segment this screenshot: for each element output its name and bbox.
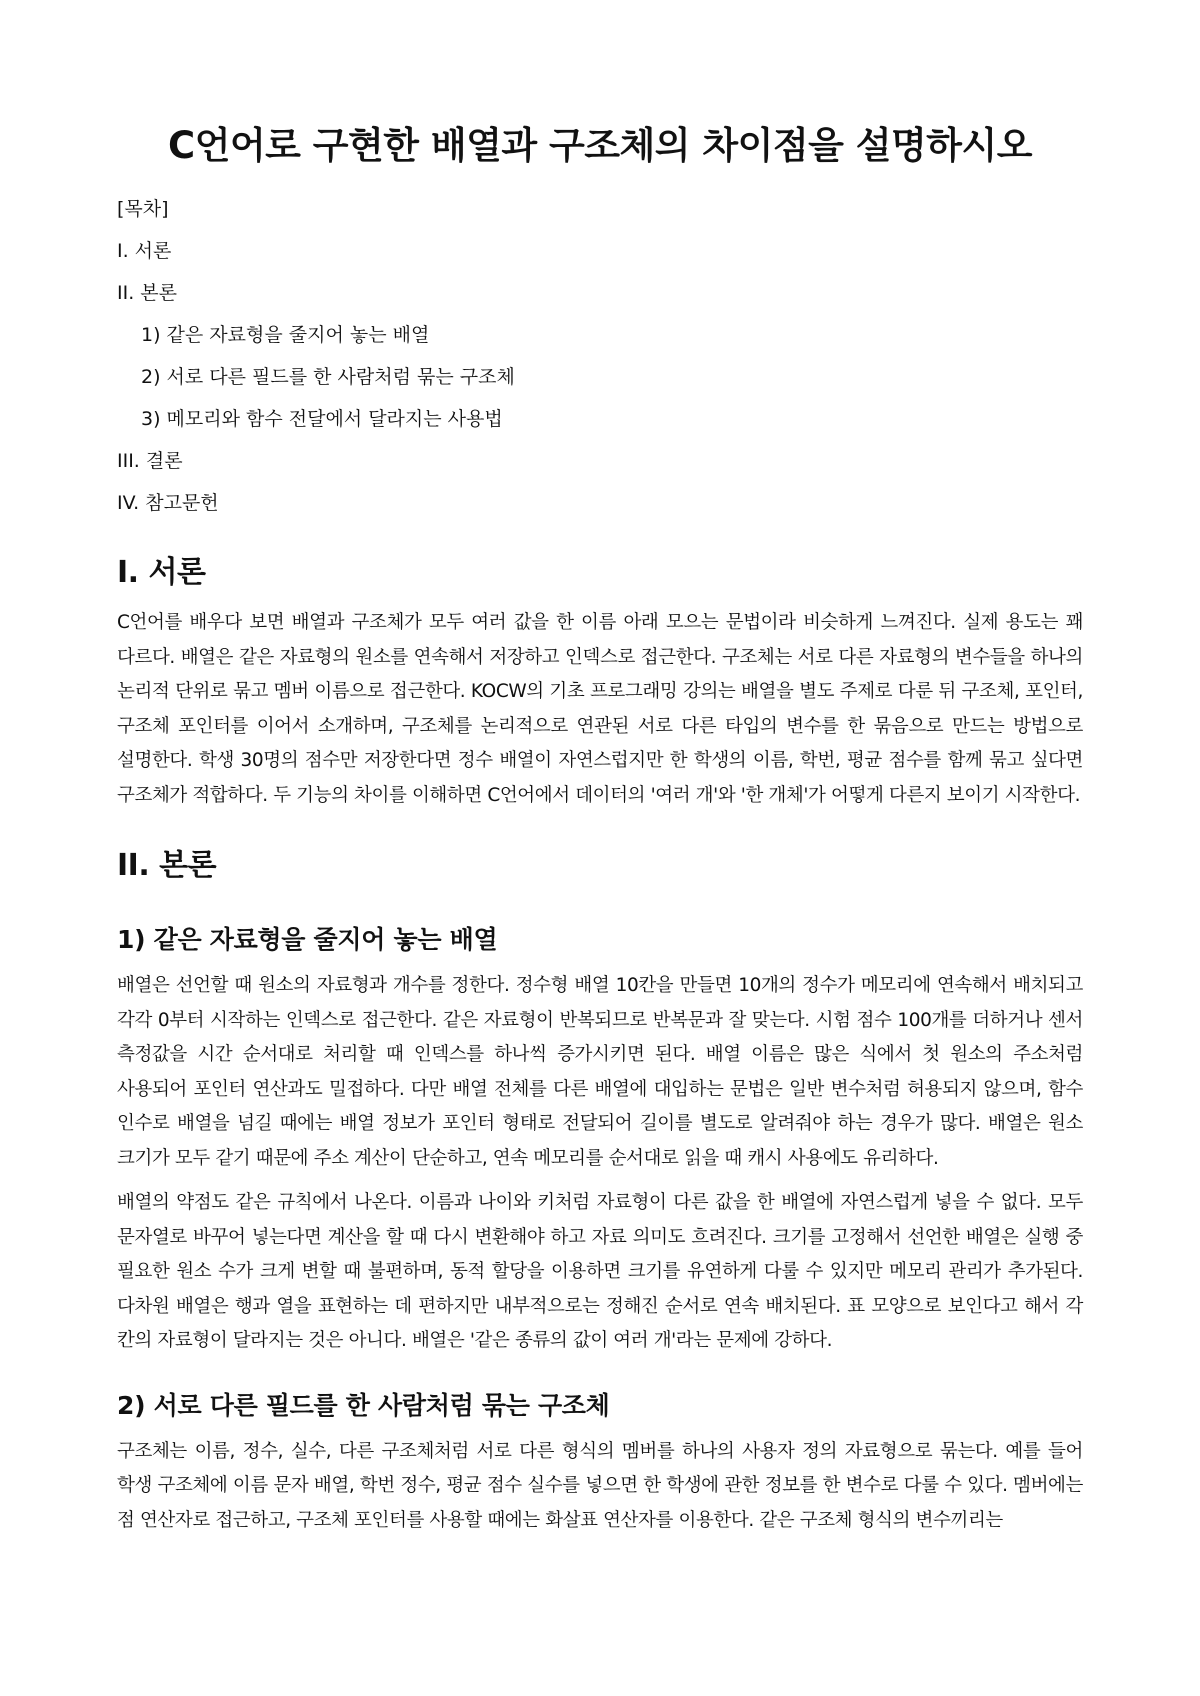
- toc-item-references: IV. 참고문헌: [117, 492, 219, 514]
- subsection-heading-array: 1) 같은 자료형을 줄지어 놓는 배열: [117, 925, 498, 954]
- section-heading-body: II. 본론: [117, 848, 217, 883]
- document-title: C언어로 구현한 배열과 구조체의 차이점을 설명하시오: [168, 124, 1032, 167]
- intro-paragraph: C언어를 배우다 보면 배열과 구조체가 모두 여러 값을 한 이름 아래 모으는 문법이라 비슷하게 느껴진다. 실제 용도는 꽤 다르다. 배열은 같은 자료형의 원소를 연속해서 저장하고 인덱스로 접근한다. 구조체는 서로 다른 자료형의 변수들을 하나의 논리적 단위로 묶고 멤버 이름으로 접근한다. KOCW의 기초 프로그래밍 강의는 배열을 별도 주제로 다룬 뒤 구조체, 포인터, 구조체 포인터를 이어서 소개하며, 구조체를 논리적으로 연관된 서로 다른 타입의 변수를 한 묶음으로 만드는 방법으로 설명한다. 학생 30명의 점수만 저장한다면 정수 배열이 자연스럽지만 한 학생의 이름, 학번, 평균 점수를 함께 묶고 싶다면 구조체가 적합하다. 두 기능의 차이를 이해하면 C언어에서 데이터의 '여러 개'와 '한 개체'가 어떻게 다른지 보이기 시작한다.: [117, 612, 1083, 806]
- subsection-heading-struct: 2) 서로 다른 필드를 한 사람처럼 묶는 구조체: [117, 1390, 610, 1420]
- toc-heading: [목차]: [117, 198, 169, 220]
- array-paragraph-2: 배열의 약점도 같은 규칙에서 나온다. 이름과 나이와 키처럼 자료형이 다른 값을 한 배열에 자연스럽게 넣을 수 없다. 모두 문자열로 바꾸어 넣는다면 계산을 할 때 다시 변환해야 하고 자료 의미도 흐려진다. 크기를 고정해서 선언한 배열은 실행 중 필요한 원소 수가 크게 변할 때 불편하며, 동적 할당을 이용하면 크기를 유연하게 다룰 수 있지만 메모리 관리가 추가된다. 다차원 배열은 행과 열을 표현하는 데 편하지만 내부적으로는 정해진 순서로 연속 배치된다. 표 모양으로 보인다고 해서 각 칸의 자료형이 달라지는 것은 아니다. 배열은 '같은 종류의 값이 여러 개'라는 문제에 강하다.: [117, 1192, 1083, 1351]
- table-of-contents: [117, 188, 1083, 524]
- toc-item-body-3: 3) 메모리와 함수 전달에서 달라지는 사용법: [141, 408, 503, 430]
- toc-item-conclusion: III. 결론: [117, 450, 183, 472]
- section-heading-intro: I. 서론: [117, 555, 206, 590]
- array-paragraph-1: 배열은 선언할 때 원소의 자료형과 개수를 정한다. 정수형 배열 10칸을 만들면 10개의 정수가 메모리에 연속해서 배치되고 각각 0부터 시작하는 인덱스로 접근한다. 같은 자료형이 반복되므로 반복문과 잘 맞는다. 시험 점수 100개를 더하거나 센서 측정값을 시간 순서대로 처리할 때 인덱스를 하나씩 증가시키면 된다. 배열 이름은 많은 식에서 첫 원소의 주소처럼 사용되어 포인터 연산과도 밀접하다. 다만 배열 전체를 다른 배열에 대입하는 문법은 일반 변수처럼 허용되지 않으며, 함수 인수로 배열을 넘길 때에는 배열 정보가 포인터 형태로 전달되어 길이를 별도로 알려줘야 하는 경우가 많다. 배열은 원소 크기가 모두 같기 때문에 주소 계산이 단순하고, 연속 메모리를 순서대로 읽을 때 캐시 사용에도 유리하다.: [117, 975, 1083, 1169]
- toc-item-intro: I. 서론: [117, 240, 172, 262]
- toc-item-body-2: 2) 서로 다른 필드를 한 사람처럼 묶는 구조체: [141, 366, 515, 388]
- struct-paragraph-1: 구조체는 이름, 정수, 실수, 다른 구조체처럼 서로 다른 형식의 멤버를 하나의 사용자 정의 자료형으로 묶는다. 예를 들어 학생 구조체에 이름 문자 배열, 학번 정수, 평균 점수 실수를 넣으면 한 학생에 관한 정보를 한 변수로 다룰 수 있다. 멤버에는 점 연산자로 접근하고, 구조체 포인터를 사용할 때에는 화살표 연산자를 이용한다. 같은 구조체 형식의 변수끼리는: [117, 1440, 1083, 1531]
- toc-item-body-1: 1) 같은 자료형을 줄지어 놓는 배열: [141, 324, 430, 346]
- toc-item-body: II. 본론: [117, 282, 177, 304]
